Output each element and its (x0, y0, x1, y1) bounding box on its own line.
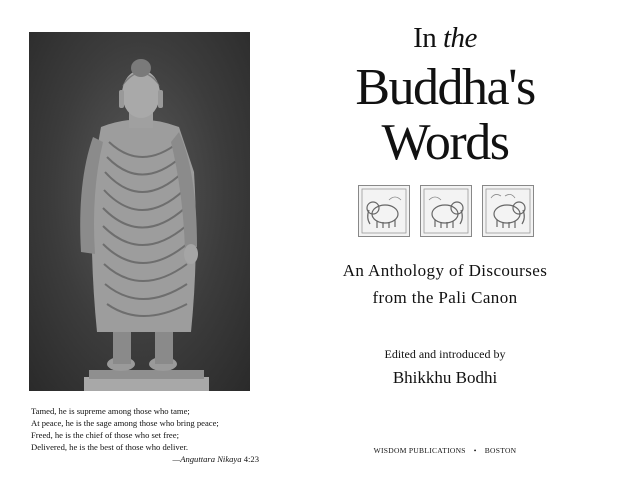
elephant-panels (358, 185, 534, 237)
epigraph-line: Delivered, he is the best of those who deliver. (31, 442, 189, 452)
epigraph-attribution (31, 453, 271, 465)
elephant-icon (359, 186, 409, 236)
title-in: In (413, 22, 437, 54)
elephant-panel-left (358, 185, 410, 237)
epigraph (31, 405, 271, 465)
elephant-panel-center (420, 185, 472, 237)
title-the: the (442, 22, 477, 54)
attribution-ref: 4:23 (243, 454, 259, 464)
epigraph-line: At peace, he is the sage among those who bring peace; (31, 418, 219, 428)
publisher-separator: • (473, 446, 477, 455)
title-line-2: Words (381, 114, 509, 171)
publisher-name: WISDOM PUBLICATIONS (373, 446, 466, 455)
attribution-source: Anguttara Nikaya (180, 454, 242, 464)
publisher-city: BOSTON (484, 446, 517, 455)
editor-name: Bhikkhu Bodhi (392, 368, 498, 387)
elephant-icon (421, 186, 471, 236)
publisher-line (330, 446, 560, 455)
elephant-panel-right (482, 185, 534, 237)
elephant-icon (483, 186, 533, 236)
epigraph-line: Freed, he is the chief of those who set free; (31, 430, 179, 440)
title-prefix (360, 22, 530, 55)
attribution-dash: — (172, 454, 181, 464)
buddha-statue-photo (29, 32, 250, 391)
subtitle-line-2: from the Pali Canon (372, 288, 518, 307)
epigraph-line: Tamed, he is supreme among those who tame; (31, 406, 190, 416)
subtitle-line-1: An Anthology of Discourses (342, 261, 548, 280)
editor-label: Edited and introduced by (384, 347, 506, 361)
title-line-1: Buddha's (355, 59, 535, 116)
buddha-statue-illustration (29, 32, 250, 391)
